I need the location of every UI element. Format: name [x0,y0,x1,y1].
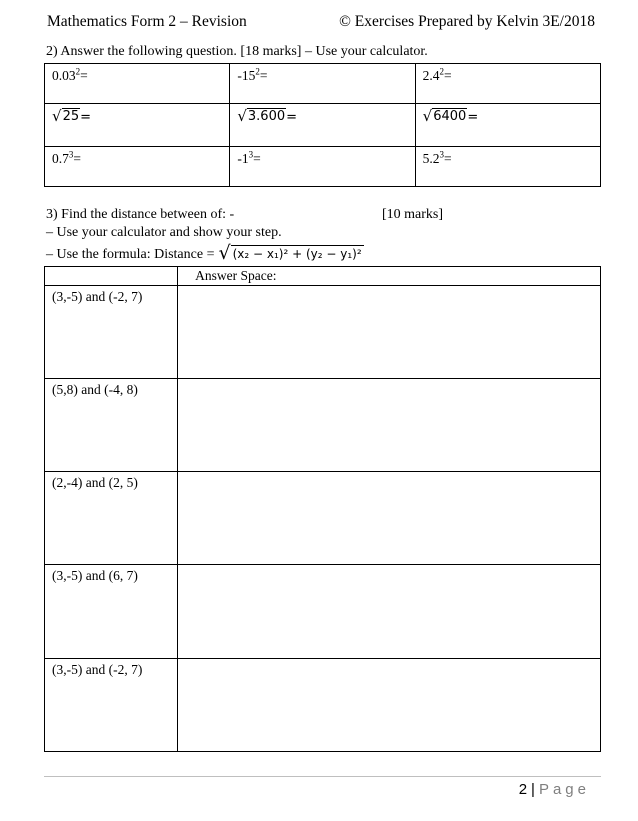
point-pair-label: (2,-4) and (2, 5) [45,472,178,565]
calc-cell: $0.7^3=$ [45,146,230,186]
calc-cell: √ 6400 = [415,104,600,146]
table-row [45,64,601,104]
table-header-row [45,267,601,286]
calc-cell: $5.2^3=$ [415,146,600,186]
square-root: √ 25 [52,107,80,126]
table-row [45,378,601,471]
question-3-formula-line: – Use the formula: Distance = √ (x₂ − x₁)² + (y₂ − y₁)² [46,242,362,264]
calc-cell: √ 25 = [45,104,230,146]
footer-separator: | [531,781,535,798]
square-root: √ 6400 [422,107,467,126]
table-row [45,565,601,658]
page-header [47,13,595,31]
page-number: 2 [518,781,528,798]
point-pair-label: (3,-5) and (6, 7) [45,565,178,658]
calc-cell: √ 3.600 = [230,104,415,146]
square-root: √ 3.600 [237,107,286,126]
header-credit: © Exercises Prepared by Kelvin 3E/2018 [339,13,595,30]
calc-cell: $-15^2=$ [230,64,415,104]
header-title: Mathematics Form 2 – Revision [47,13,247,30]
point-pair-label: (3,-5) and (-2, 7) [45,285,178,378]
page-footer [519,781,590,798]
header-empty-cell [45,267,178,286]
calc-cell: $2.4^2=$ [415,64,600,104]
question-3-title: 3) Find the distance between of: - [10 marks] [46,207,444,222]
question-3-instruction: – Use your calculator and show your step. [46,225,282,240]
calculator-table [44,63,601,187]
answer-cell[interactable] [178,472,601,565]
question-3-marks: [10 marks] [382,207,444,222]
table-row [45,146,601,186]
answer-cell[interactable] [178,378,601,471]
distance-table [44,266,601,752]
footer-divider [44,776,601,777]
table-row [45,285,601,378]
answer-cell[interactable] [178,285,601,378]
table-row [45,104,601,146]
question-2-title: 2) Answer the following question. [18 marks] – Use your calculator. [46,44,428,59]
calc-cell: $0.03^2=$ [45,64,230,104]
distance-formula: √ (x₂ − x₁)² + (y₂ − y₁)² [218,242,362,264]
table-row [45,472,601,565]
point-pair-label: (3,-5) and (-2, 7) [45,658,178,751]
answer-cell[interactable] [178,565,601,658]
table-row [45,658,601,751]
point-pair-label: (5,8) and (-4, 8) [45,378,178,471]
answer-space-header: Answer Space: [178,267,601,286]
calc-cell: $-1^3=$ [230,146,415,186]
page-word: Page [538,781,590,798]
answer-cell[interactable] [178,658,601,751]
